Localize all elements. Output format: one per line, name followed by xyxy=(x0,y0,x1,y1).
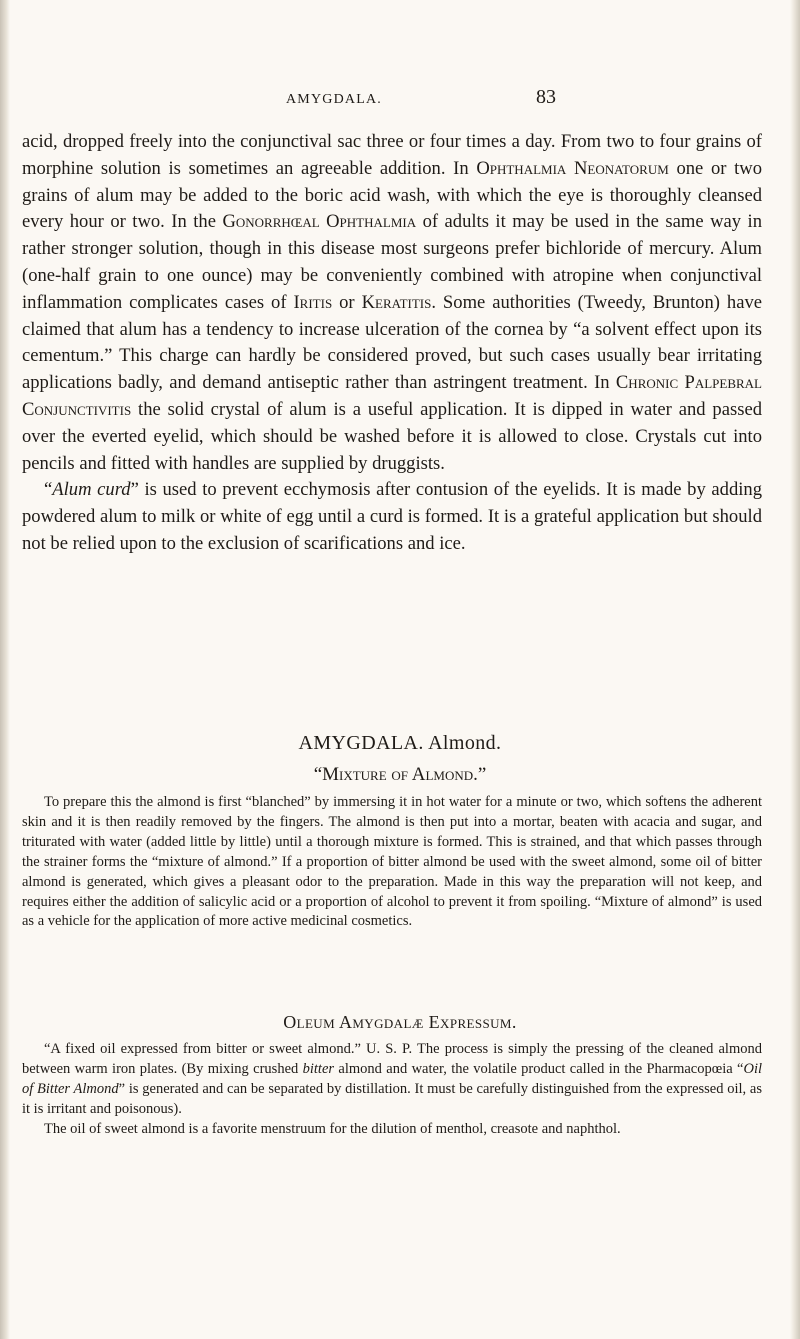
paragraph-fixed-oil: “A fixed oil expressed from bitter or sweet almond.” U. S. P. The process is simply the pressing of the cleaned almond between warm iron plates. (By mixing crushed bitter almond and water, the volatile product called in the Pharmacopœia “Oil of Bitter Almond” is generated and can be separated by distillation. It must be carefully distinguished from the expressed oil, as it is irritant and poisonous). xyxy=(22,1041,762,1117)
oleum-text-block xyxy=(22,1040,762,1140)
running-head: AMYGDALA. xyxy=(286,92,382,107)
page-header xyxy=(0,86,800,116)
section-subtitle: “Mixture of Almond.” xyxy=(313,764,487,785)
paragraph-alum-ophthalmia: acid, dropped freely into the conjunctival sac three or four times a day. From two to four grains of morphine solution is sometimes an agreeable addition. In Ophthalmia Neonatorum one or two grains of alum may be added to the boric acid wash, with which the eye is thoroughly cleansed every hour or two. In the Gonorrhœal Ophthalmia of adults it may be used in the same way in rather stronger solution, though in this disease most surgeons prefer bichloride of mercury. Alum (one-half grain to one ounce) may be conveniently combined with atropine when conjunctival inflammation complicates cases of Iritis or Keratitis. Some authorities (Tweedy, Brunton) have claimed that alum has a tendency to increase ulceration of the cornea by “a solvent effect upon its cementum.” This charge can hardly be considered proved, but such cases usually bear irritating applications badly, and demand antiseptic rather than astringent treatment. In Chronic Palpebral Conjunctivitis the solid crystal of alum is a useful application. It is dipped in water and passed over the everted eyelid, which should be washed before it is allowed to close. Crystals cut into pencils and fitted with handles are supplied by druggists. xyxy=(22,131,763,474)
term-iritis: Iritis xyxy=(293,291,333,313)
term-alum-curd: Alum curd xyxy=(52,479,131,501)
term-keratitis: Keratitis. xyxy=(361,291,436,313)
page-edge-right xyxy=(790,0,800,1339)
term-oil-of-bitter-almond: Oil of Bitter Almond xyxy=(22,1060,762,1097)
term-bitter: bitter xyxy=(302,1060,335,1077)
page-edge-left xyxy=(0,0,10,1339)
term-chronic-palpebral-conjunctivitis: Chronic Palpebral Conjunctivitis xyxy=(22,372,762,420)
term-gonorrhoeal-ophthalmia: Gonorrhœal Ophthalmia xyxy=(222,211,417,233)
paragraph-sweet-almond-oil: The oil of sweet almond is a favorite menstruum for the dilution of menthol, creasote and naphthol. xyxy=(44,1120,621,1137)
section-title: AMYGDALA. Almond. xyxy=(298,732,502,754)
body-text xyxy=(22,129,762,558)
oleum-section-title: Oleum Amygdalæ Expressum. xyxy=(283,1012,517,1032)
paragraph-alum-curd: “Alum curd” is used to prevent ecchymosis after contusion of the eyelids. It is made by adding powdered alum to milk or white of egg until a curd is formed. It is a grateful application but should not be relied upon to the exclusion of scarifications and ice. xyxy=(22,479,762,554)
paragraph-mixture-of-almond: To prepare this the almond is first “blanched” by immersing it in hot water for a minute or two, which softens the adherent skin and it is then readily removed by the fingers. The almond is then put into a mortar, beaten with acacia and sugar, and triturated with water (added little by little) until a thorough mixture is formed. This is strained, and that which passes through the strainer forms the “mixture of almond.” If a proportion of bitter almond be used with the sweet almond, some oil of bitter almond is generated, which gives a pleasant odor to the preparation. Made in this way the preparation will not keep, and requires either the addition of salicylic acid or a proportion of alcohol to prevent it from spoiling. “Mixture of almond” is used as a vehicle for the application of more active medicinal cosmetics. xyxy=(22,794,762,930)
term-ophthalmia-neonatorum: Ophthalmia Neonatorum xyxy=(476,157,669,179)
mixture-text-block xyxy=(22,793,762,932)
page-number: 83 xyxy=(536,86,556,108)
